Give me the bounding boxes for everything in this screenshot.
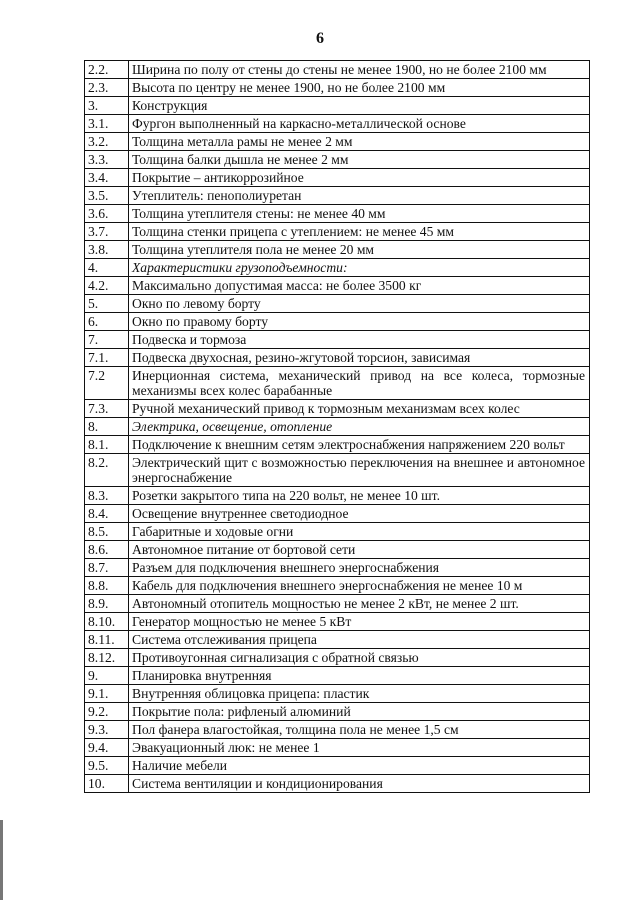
item-description: Планировка внутренняя <box>129 667 590 685</box>
item-description: Окно по левому борту <box>129 295 590 313</box>
table-row <box>85 418 590 436</box>
item-number: 8.2. <box>85 454 129 487</box>
item-description: Фургон выполненный на каркасно-металлической основе <box>129 115 590 133</box>
table-row <box>85 667 590 685</box>
item-number: 9.5. <box>85 757 129 775</box>
table-row <box>85 454 590 487</box>
table-row <box>85 757 590 775</box>
item-number: 3.1. <box>85 115 129 133</box>
item-description: Инерционная система, механический привод на все колеса, тормозные механизмы всех колес барабанные <box>129 367 590 400</box>
table-row <box>85 649 590 667</box>
item-number: 7.1. <box>85 349 129 367</box>
item-number: 8.5. <box>85 523 129 541</box>
item-description: Кабель для подключения внешнего энергоснабжения не менее 10 м <box>129 577 590 595</box>
item-number: 3.3. <box>85 151 129 169</box>
item-number: 2.2. <box>85 61 129 79</box>
item-description: Габаритные и ходовые огни <box>129 523 590 541</box>
table-row <box>85 61 590 79</box>
table-row <box>85 169 590 187</box>
item-description: Противоугонная сигнализация с обратной связью <box>129 649 590 667</box>
item-description: Толщина стенки прицепа с утеплением: не менее 45 мм <box>129 223 590 241</box>
item-description: Высота по центру не менее 1900, но не более 2100 мм <box>129 79 590 97</box>
item-number: 8.6. <box>85 541 129 559</box>
item-number: 3.8. <box>85 241 129 259</box>
item-description: Наличие мебели <box>129 757 590 775</box>
item-description: Розетки закрытого типа на 220 вольт, не менее 10 шт. <box>129 487 590 505</box>
item-description: Внутренняя облицовка прицепа: пластик <box>129 685 590 703</box>
table-row <box>85 577 590 595</box>
table-row <box>85 115 590 133</box>
table-row <box>85 331 590 349</box>
item-number: 8.9. <box>85 595 129 613</box>
item-description: Автономное питание от бортовой сети <box>129 541 590 559</box>
specification-table-body <box>85 61 590 793</box>
item-number: 9.2. <box>85 703 129 721</box>
item-description: Система вентиляции и кондиционирования <box>129 775 590 793</box>
item-description: Ручной механический привод к тормозным механизмам всех колес <box>129 400 590 418</box>
item-description: Толщина утеплителя стены: не менее 40 мм <box>129 205 590 223</box>
item-description: Пол фанера влагостойкая, толщина пола не менее 1,5 см <box>129 721 590 739</box>
item-description: Толщина утеплителя пола не менее 20 мм <box>129 241 590 259</box>
item-number: 9.3. <box>85 721 129 739</box>
item-description: Электрический щит с возможностью переключения на внешнее и автономное энергоснабжение <box>129 454 590 487</box>
table-row <box>85 97 590 115</box>
item-description: Генератор мощностью не менее 5 кВт <box>129 613 590 631</box>
item-number: 10. <box>85 775 129 793</box>
item-number: 4.2. <box>85 277 129 295</box>
item-number: 8.3. <box>85 487 129 505</box>
item-number: 7.3. <box>85 400 129 418</box>
item-description: Окно по правому борту <box>129 313 590 331</box>
item-number: 3.6. <box>85 205 129 223</box>
item-description: Покрытие – антикоррозийное <box>129 169 590 187</box>
item-description: Подвеска и тормоза <box>129 331 590 349</box>
table-row <box>85 241 590 259</box>
table-row <box>85 400 590 418</box>
item-description: Толщина балки дышла не менее 2 мм <box>129 151 590 169</box>
item-description: Характеристики грузоподъемности: <box>129 259 590 277</box>
table-row <box>85 775 590 793</box>
table-row <box>85 259 590 277</box>
item-number: 7. <box>85 331 129 349</box>
item-number: 7.2 <box>85 367 129 400</box>
item-number: 6. <box>85 313 129 331</box>
item-number: 8.10. <box>85 613 129 631</box>
item-number: 8.11. <box>85 631 129 649</box>
item-number: 8.12. <box>85 649 129 667</box>
item-description: Ширина по полу от стены до стены не менее 1900, но не более 2100 мм <box>129 61 590 79</box>
item-number: 8.4. <box>85 505 129 523</box>
item-number: 3.4. <box>85 169 129 187</box>
table-row <box>85 739 590 757</box>
item-number: 9. <box>85 667 129 685</box>
item-number: 8. <box>85 418 129 436</box>
item-description: Электрика, освещение, отопление <box>129 418 590 436</box>
table-row <box>85 721 590 739</box>
table-row <box>85 79 590 97</box>
item-number: 2.3. <box>85 79 129 97</box>
item-number: 4. <box>85 259 129 277</box>
item-description: Утеплитель: пенополиуретан <box>129 187 590 205</box>
item-description: Эвакуационный люк: не менее 1 <box>129 739 590 757</box>
item-number: 3.5. <box>85 187 129 205</box>
item-description: Система отслеживания прицепа <box>129 631 590 649</box>
page-number: 6 <box>316 30 324 47</box>
item-description: Толщина металла рамы не менее 2 мм <box>129 133 590 151</box>
table-row <box>85 703 590 721</box>
item-description: Автономный отопитель мощностью не менее 2 кВт, не менее 2 шт. <box>129 595 590 613</box>
item-number: 8.8. <box>85 577 129 595</box>
item-number: 9.4. <box>85 739 129 757</box>
item-number: 8.1. <box>85 436 129 454</box>
item-description: Подвеска двухосная, резино-жгутовой торсион, зависимая <box>129 349 590 367</box>
table-row <box>85 613 590 631</box>
item-description: Подключение к внешним сетям электроснабжения напряжением 220 вольт <box>129 436 590 454</box>
item-number: 3.7. <box>85 223 129 241</box>
table-row <box>85 559 590 577</box>
item-number: 3.2. <box>85 133 129 151</box>
table-row <box>85 151 590 169</box>
item-number: 5. <box>85 295 129 313</box>
scan-edge-mark <box>0 820 3 900</box>
item-number: 8.7. <box>85 559 129 577</box>
table-row <box>85 133 590 151</box>
item-description: Покрытие пола: рифленый алюминий <box>129 703 590 721</box>
item-description: Разъем для подключения внешнего энергоснабжения <box>129 559 590 577</box>
table-row <box>85 223 590 241</box>
table-row <box>85 436 590 454</box>
table-row <box>85 277 590 295</box>
table-row <box>85 505 590 523</box>
table-row <box>85 187 590 205</box>
table-row <box>85 487 590 505</box>
table-row <box>85 295 590 313</box>
item-number: 9.1. <box>85 685 129 703</box>
table-row <box>85 595 590 613</box>
table-row <box>85 631 590 649</box>
item-description: Конструкция <box>129 97 590 115</box>
table-row <box>85 349 590 367</box>
item-description: Освещение внутреннее светодиодное <box>129 505 590 523</box>
table-row <box>85 523 590 541</box>
table-row <box>85 685 590 703</box>
item-description: Максимально допустимая масса: не более 3500 кг <box>129 277 590 295</box>
item-number: 3. <box>85 97 129 115</box>
table-row <box>85 205 590 223</box>
table-row <box>85 541 590 559</box>
specification-table <box>84 60 590 793</box>
table-row <box>85 313 590 331</box>
table-row <box>85 367 590 400</box>
